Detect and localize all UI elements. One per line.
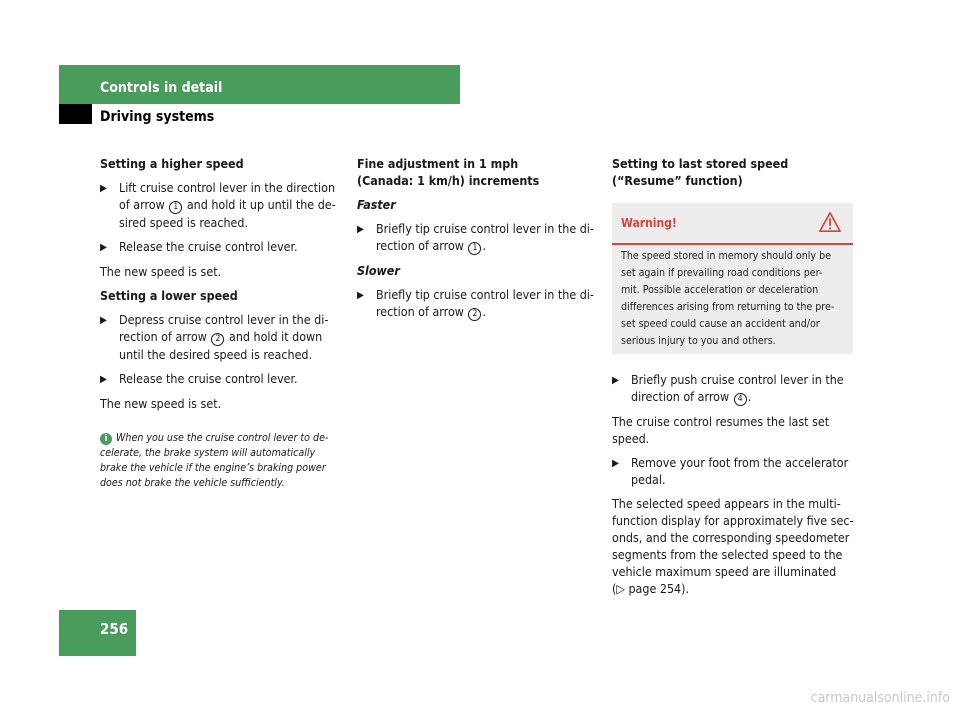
- subheading-faster: Faster: [357, 197, 396, 212]
- arrow-number-4-icon: 4: [734, 393, 747, 406]
- info-note: [100, 431, 345, 491]
- result-text: The cruise control resumes the last set speed.: [612, 414, 830, 446]
- bullet-text: Release the cruise control lever.: [119, 239, 298, 254]
- warning-triangle-icon: [819, 211, 841, 233]
- bullet-text: Release the cruise control lever.: [119, 371, 298, 386]
- bullet-item: [100, 238, 345, 256]
- bullet-item: [357, 286, 602, 321]
- arrow-number-1-icon: 1: [468, 242, 481, 255]
- subsection-marker: [59, 104, 92, 124]
- paragraph-speed-display: The selected speed appears in the multi- function display for approximately five sec- onds, and the corresponding speedometer segments from the selected speed to the vehicle maximum speed are illuminated (▷ page 254).: [612, 496, 854, 596]
- bullet-item: [100, 179, 345, 231]
- bullet-text: Depress cruise control lever in the di- rection of arrow 2 and hold it down until the desired speed is reached.: [119, 312, 329, 362]
- heading-lower-speed: Setting a lower speed: [100, 288, 238, 303]
- bullet-text: Lift cruise control lever in the direction of arrow 1 and hold it up until the de- sired speed is reached.: [119, 180, 336, 230]
- bullet-arrow-icon: ▶: [612, 458, 619, 469]
- page-number: 256: [100, 620, 129, 638]
- bullet-text: Briefly push cruise control lever in the direction of arrow 4 .: [631, 372, 844, 404]
- bullet-text: Briefly tip cruise control lever in the di- rection of arrow 2 .: [376, 287, 594, 319]
- bullet-arrow-icon: ▶: [100, 242, 107, 253]
- bullet-item: [100, 311, 345, 363]
- bullet-text: Briefly tip cruise control lever in the di- rection of arrow 1 .: [376, 221, 594, 253]
- heading-resume: Setting to last stored speed (“Resume” function): [612, 156, 789, 188]
- bullet-arrow-icon: ▶: [612, 375, 619, 386]
- bullet-arrow-icon: ▶: [100, 374, 107, 385]
- column-1: [100, 155, 345, 419]
- column-2: [357, 155, 602, 328]
- heading-fine-adjustment: Fine adjustment in 1 mph (Canada: 1 km/h) increments: [357, 156, 540, 188]
- warning-text: The speed stored in memory should only be set again if prevailing road conditions per- mit. Possible acceleration or deceleration differences arising from returning to the pre- set speed could cause an accident and/or serious injury to you and others.: [621, 250, 835, 347]
- arrow-number-2-icon: 2: [211, 333, 224, 346]
- subheading-slower: Slower: [357, 263, 400, 278]
- info-icon: i: [100, 433, 112, 445]
- info-note-text: When you use the cruise control lever to de-celerate, the brake system will automatically brake the vehicle if the engine’s braking power does not brake the vehicle sufficiently.: [100, 432, 329, 489]
- bullet-item: [100, 370, 345, 388]
- bullet-arrow-icon: ▶: [357, 224, 364, 235]
- column-3-lower: [612, 371, 858, 604]
- result-text: The new speed is set.: [100, 396, 222, 411]
- column-3: [612, 155, 858, 196]
- warning-header: [612, 203, 853, 245]
- result-text: The new speed is set.: [100, 264, 222, 279]
- bullet-item: [357, 220, 602, 255]
- bullet-arrow-icon: ▶: [100, 183, 107, 194]
- bullet-arrow-icon: ▶: [100, 315, 107, 326]
- warning-title: Warning!: [621, 216, 677, 230]
- arrow-number-2-icon: 2: [468, 308, 481, 321]
- arrow-number-1-icon: 1: [169, 201, 182, 214]
- bullet-item: [612, 371, 858, 406]
- section-title: Controls in detail: [100, 80, 223, 96]
- watermark: carmanualsonline.info: [810, 690, 950, 706]
- warning-box: [612, 203, 853, 354]
- bullet-arrow-icon: ▶: [357, 290, 364, 301]
- heading-higher-speed: Setting a higher speed: [100, 156, 244, 171]
- subsection-title: Driving systems: [100, 109, 215, 125]
- bullet-text: Remove your foot from the accelerator pedal.: [631, 455, 849, 487]
- bullet-item: [612, 454, 858, 488]
